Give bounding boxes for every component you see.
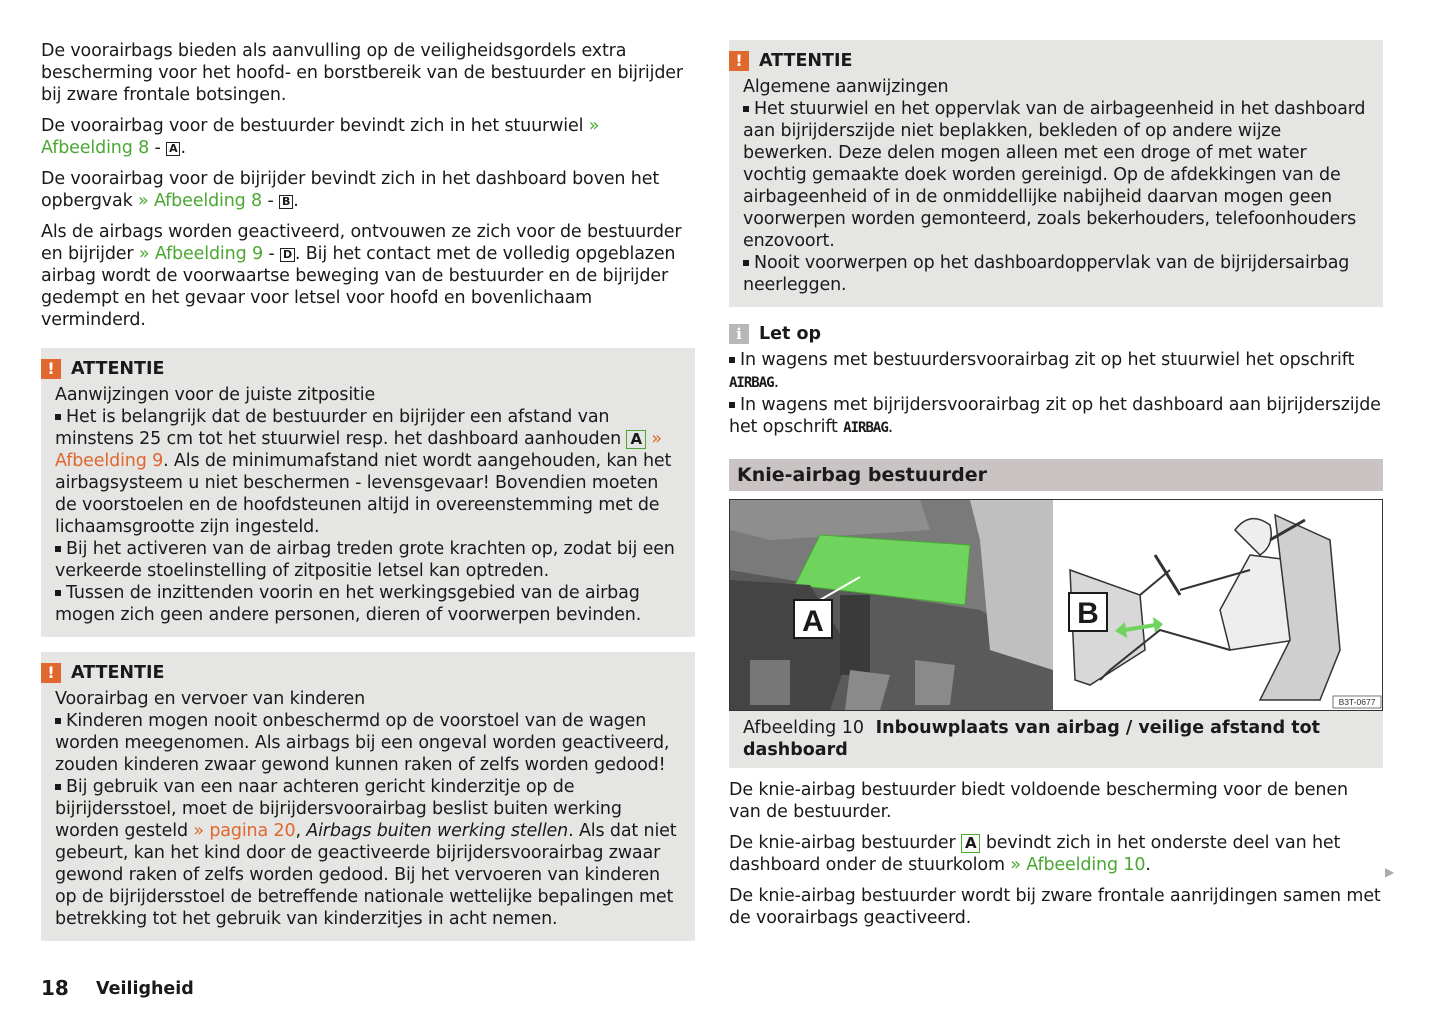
warning-subtitle: Aanwijzingen voor de juiste zitpositie <box>55 385 376 405</box>
label-b: B <box>1077 597 1099 630</box>
link-figure-8[interactable]: » Afbeelding 8 <box>137 191 263 211</box>
airbag-label: AIRBAG <box>843 420 888 436</box>
label-a: A <box>802 605 824 638</box>
right-column <box>729 40 1383 938</box>
warning-box-children <box>41 652 695 941</box>
paragraph-passenger-airbag: De voorairbag voor de bijrijder bevindt zich in het dashboard boven het opbergvak » Afbeelding 8 - B . <box>41 169 660 211</box>
floor-plate <box>750 660 790 705</box>
pedal-right <box>915 660 955 705</box>
warning-title: ! ATTENTIE <box>41 662 681 684</box>
page-number: 18 <box>41 976 69 1000</box>
section-heading: Knie-airbag bestuurder <box>729 459 1383 491</box>
bullet-icon <box>729 357 735 363</box>
tag-b: B <box>279 195 293 209</box>
note-title: i Let op <box>729 323 1383 345</box>
bullet-icon <box>729 402 735 408</box>
figure-knee-airbag <box>729 499 1383 711</box>
warning-bullet: Tussen de inzittenden voorin en het werkingsgebied van de airbag mogen zich geen andere personen, dieren of voorwerpen bevinden. <box>55 583 642 625</box>
bullet-icon <box>55 590 61 596</box>
steering-column <box>840 595 870 675</box>
bullet-icon <box>743 260 749 266</box>
warning-bullet: Kinderen mogen nooit onbeschermd op de voorstoel van de wagen worden meegenomen. Als airbags bij een ongeval worden geactiveerd, zouden kinderen zwaar gewond kunnen raken of zelfs worden gedood! <box>55 711 670 775</box>
footer-section: Veiligheid <box>96 979 194 999</box>
left-column <box>41 40 695 956</box>
warning-bullet: Bij het activeren van de airbag treden grote krachten op, zodat bij een verkeerde stoelinstelling of zitpositie letsel kan optreden. <box>55 539 675 581</box>
paragraph-driver-airbag: De voorairbag voor de bestuurder bevindt zich in het stuurwiel » Afbeelding 8 - A . <box>41 116 600 158</box>
link-figure-8[interactable]: » Afbeelding 8 <box>41 116 600 158</box>
next-page-arrow-icon[interactable]: ▶ <box>1385 865 1395 879</box>
warning-icon: ! <box>729 51 749 71</box>
tag-d: D <box>280 248 295 262</box>
link-figure-9[interactable]: » Afbeelding 9 <box>138 244 263 264</box>
warning-subtitle: Algemene aanwijzingen <box>743 77 949 97</box>
warning-title: ! ATTENTIE <box>729 50 1369 72</box>
paragraph-knee-activation: De knie-airbag bestuurder wordt bij zware frontale aanrijdingen samen met de voorairbags geactiveerd. <box>729 886 1381 928</box>
warning-bullet: Bij gebruik van een naar achteren gericht kinderzitje op de bijrijdersstoel, moet de bijrijdersvoorairbag beslist buiten werking worden gesteld » pagina 20, Airbags buiten werking stellen. Als dat niet gebeurt, kan het kind door de geactiveerde bijrijdersvoorairbag zwaar gewond raken of zelfs worden gedood. Bij het vervoeren van kinderen op de bijrijdersstoel de betreffende nationale wettelijke bepalingen met betrekking tot het gebruik van kinderzitjes in acht nemen. <box>55 777 677 929</box>
bullet-icon <box>55 414 61 420</box>
bullet-icon <box>55 546 61 552</box>
note-block <box>729 323 1383 439</box>
warning-icon: ! <box>41 663 61 683</box>
link-figure-9[interactable]: » Afbeelding 9 <box>55 429 662 471</box>
note-bullet: In wagens met bestuurdersvoorairbag zit op het stuurwiel het opschrift AIRBAG. <box>729 350 1355 392</box>
tag-a: A <box>961 834 980 853</box>
airbag-label: AIRBAG <box>729 375 774 391</box>
warning-title: ! ATTENTIE <box>41 358 681 380</box>
figure-code: B3T-0677 <box>1338 697 1376 707</box>
tag-a: A <box>626 430 645 449</box>
warning-bullet: Nooit voorwerpen op het dashboardoppervlak van de bijrijdersairbag neerleggen. <box>743 253 1350 295</box>
paragraph-intro: De voorairbags bieden als aanvulling op de veiligheidsgordels extra bescherming voor het hoofd- en borstbereik van de bestuurder en bijrijder bij zware frontale botsingen. <box>41 41 683 105</box>
bullet-icon <box>743 106 749 112</box>
figure-illustration <box>730 500 1383 710</box>
warning-icon: ! <box>41 359 61 379</box>
bullet-icon <box>55 784 61 790</box>
warning-bullet: Het stuurwiel en het oppervlak van de airbageenheid in het dashboard aan bijrijderszijde niet beplakken, bekleden of op andere wijze bewerken. Deze delen mogen alleen met een droge of met water vochtig gemaakte doek worden gereinigd. Op de afdekkingen van de airbageenheid of in de onmiddellijke nabijheid daarvan mogen geen voorwerpen worden gemonteerd, zoals bekerhouders, telefoonhouders enzovoort. <box>743 99 1366 251</box>
caption-text: Inbouwplaats van airbag / veilige afstand tot dashboard <box>743 718 1321 760</box>
bullet-icon <box>55 718 61 724</box>
link-page-20[interactable]: » pagina 20 <box>193 821 296 841</box>
note-bullet: In wagens met bijrijdersvoorairbag zit op het dashboard aan bijrijderszijde het opschrift AIRBAG. <box>729 395 1381 437</box>
figure-caption <box>729 711 1383 768</box>
warning-box-general <box>729 40 1383 307</box>
paragraph-activation: Als de airbags worden geactiveerd, ontvouwen ze zich voor de bestuurder en bijrijder » Afbeelding 9 - D . Bij het contact met de volledig opgeblazen airbag wordt de voorwaartse beweging van de bestuurder en de bijrijder gedempt en het gevaar voor letsel voor hoofd en bovenlichaam verminderd. <box>41 222 682 330</box>
info-icon: i <box>729 324 749 344</box>
warning-bullet: Het is belangrijk dat de bestuurder en bijrijder een afstand van minstens 25 cm tot het stuurwiel resp. het dashboard aanhouden A » Afbeelding 9. Als de minimumafstand niet wordt aangehouden, kan het airbagsysteem u niet beschermen - levensgevaar! Bovendien moeten de voorstoelen en de hoofdsteunen altijd in overeenstemming met de lichaamsgrootte zijn ingesteld. <box>55 407 672 537</box>
warning-box-seating <box>41 348 695 637</box>
warning-subtitle: Voorairbag en vervoer van kinderen <box>55 689 366 709</box>
panel-divider <box>1053 500 1059 710</box>
paragraph-knee-protection: De knie-airbag bestuurder biedt voldoende bescherming voor de benen van de bestuurder. <box>729 780 1348 822</box>
link-figure-10[interactable]: » Afbeelding 10 <box>1010 855 1146 875</box>
paragraph-knee-location: De knie-airbag bestuurder A bevindt zich in het onderste deel van het dashboard onder de stuurkolom » Afbeelding 10. <box>729 833 1341 875</box>
tag-a: A <box>166 142 180 156</box>
caption-number: Afbeelding 10 <box>743 718 865 738</box>
